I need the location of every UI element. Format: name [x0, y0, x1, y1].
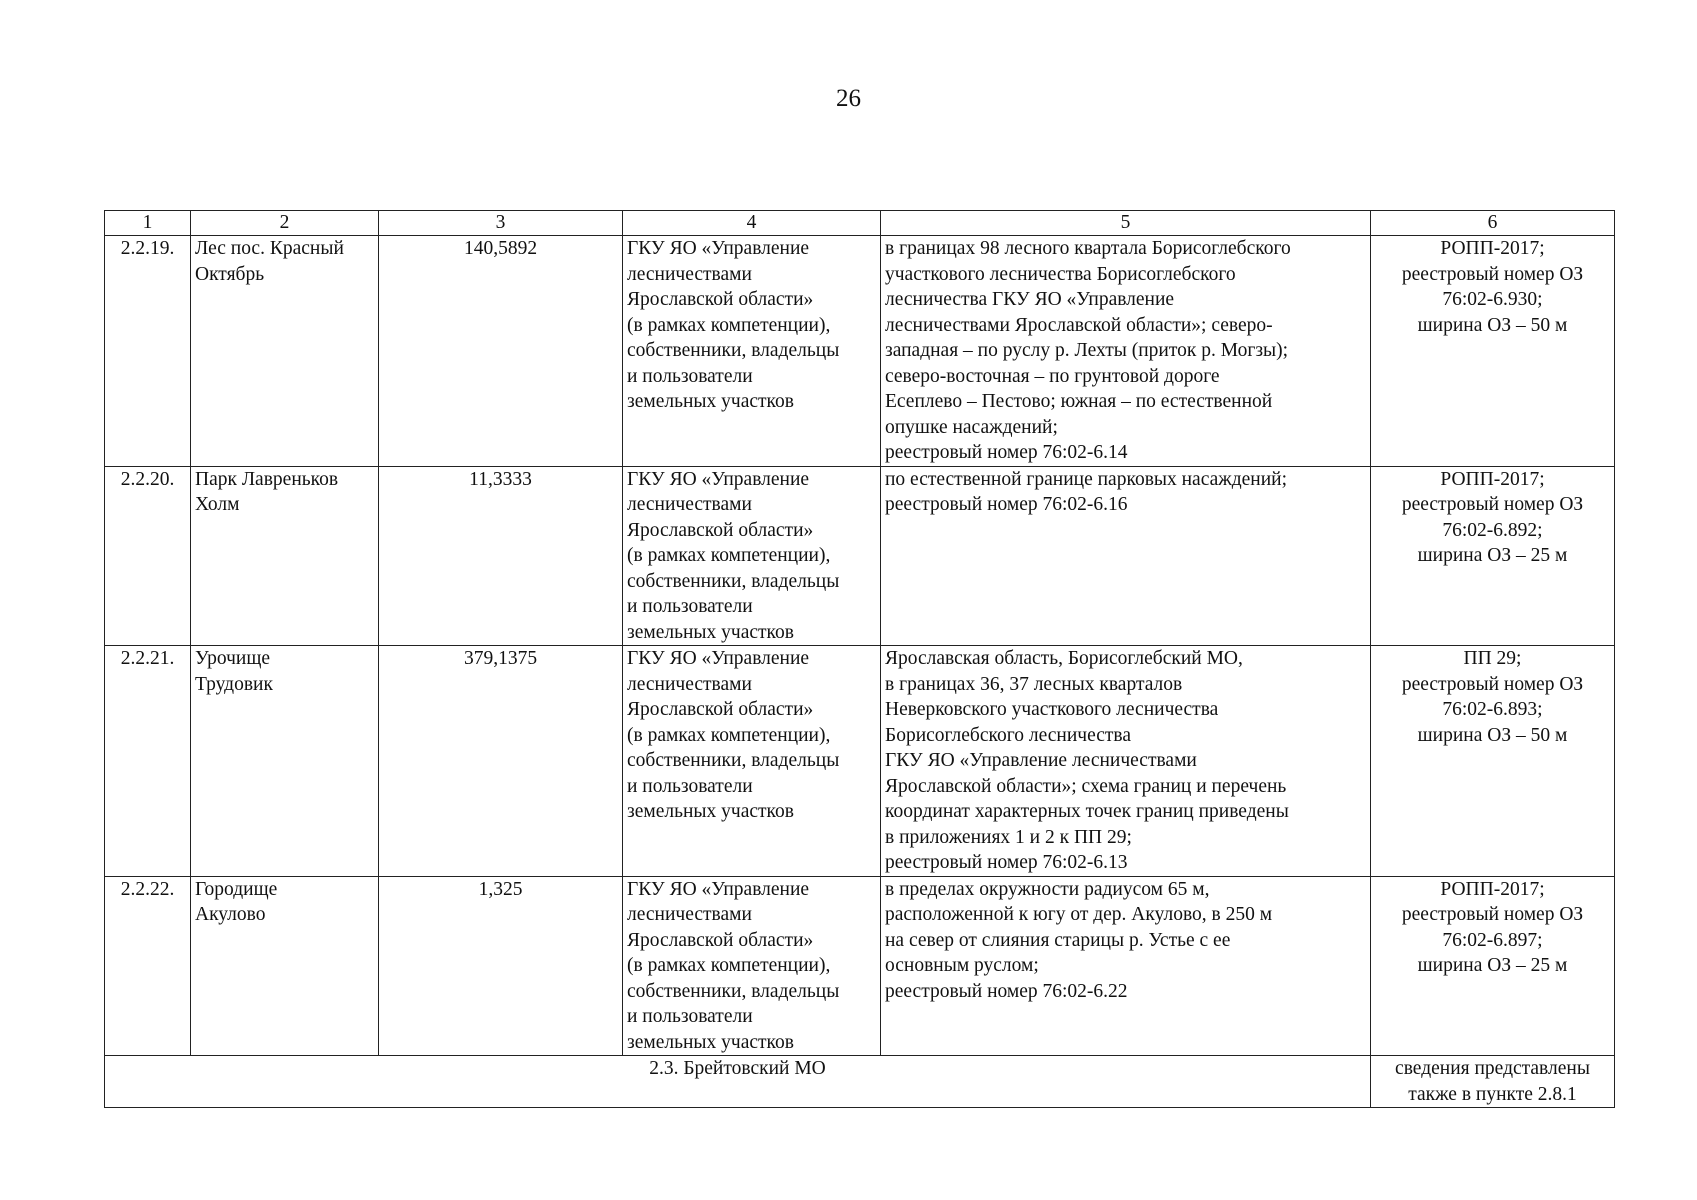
boundary-description-line: на север от слияния старицы р. Устье с ее: [885, 929, 1231, 951]
registry-note-line: 76:02-6.893;: [1442, 699, 1543, 720]
boundary-description-line: реестровый номер 76:02-6.16: [885, 494, 1128, 515]
boundary-description: [881, 876, 1371, 1056]
object-name-line: Лес пос. Красный: [195, 238, 344, 259]
object-name: [191, 876, 379, 1056]
object-name: [191, 236, 379, 467]
registry-note: [1371, 646, 1615, 877]
boundary-description-line: Неверковского участкового лесничества: [885, 699, 1219, 720]
boundary-description: [881, 646, 1371, 877]
object-name: [191, 466, 379, 646]
section-note-line: сведения представлены: [1395, 1058, 1590, 1079]
boundary-description-line: Ярославская область, Борисоглебский МО,: [885, 648, 1243, 669]
responsible-organization-line: лесничествами: [627, 904, 752, 925]
registry-note-line: 76:02-6.892;: [1442, 519, 1543, 541]
table-body: [105, 236, 1615, 1056]
responsible-organization-line: лесничествами: [627, 263, 752, 285]
boundary-description-line: реестровый номер 76:02-6.13: [885, 852, 1128, 873]
responsible-organization-line: лесничествами: [627, 673, 752, 695]
responsible-organization-line: Ярославской области»: [627, 929, 814, 951]
responsible-organization-line: земельных участков: [627, 621, 794, 643]
boundary-description-line: участкового лесничества Борисоглебского: [885, 263, 1236, 285]
area-value: 1,325: [379, 876, 623, 1056]
boundary-description-line: лесничествами Ярославской области»; северо-: [885, 314, 1273, 336]
registry-note-line: ширина ОЗ – 25 м: [1417, 545, 1568, 566]
registry-note: [1371, 466, 1615, 646]
boundary-description-line: Ярославской области»; схема границ и перечень: [885, 775, 1287, 797]
boundary-description: [881, 466, 1371, 646]
registry-note-line: ширина ОЗ – 50 м: [1417, 314, 1568, 336]
registry-note-line: РОПП-2017;: [1440, 468, 1545, 490]
registry-note-line: ПП 29;: [1463, 648, 1522, 669]
registry-note-line: реестровый номер ОЗ: [1401, 904, 1584, 925]
row-number: 2.2.20.: [105, 466, 191, 646]
column-header: 4: [623, 211, 881, 236]
responsible-organization-line: ГКУ ЯО «Управление: [627, 878, 810, 900]
registry-note: [1371, 876, 1615, 1056]
table-row: [105, 876, 1615, 1056]
responsible-organization: [623, 646, 881, 877]
responsible-organization-line: и пользователи: [627, 775, 753, 797]
responsible-organization: [623, 466, 881, 646]
registry-note-line: РОПП-2017;: [1440, 238, 1545, 259]
boundary-description-line: Есеплево – Пестово; южная – по естественной: [885, 391, 1273, 412]
section-note-line: также в пункте 2.8.1: [1408, 1083, 1577, 1105]
column-header: 2: [191, 211, 379, 236]
area-value: 379,1375: [379, 646, 623, 877]
section-row: [105, 1056, 1615, 1108]
responsible-organization-line: и пользователи: [627, 1006, 753, 1027]
registry-note: [1371, 236, 1615, 467]
registry-note-line: РОПП-2017;: [1440, 878, 1545, 900]
column-number-row: [105, 211, 1615, 236]
responsible-organization-line: собственники, владельцы: [627, 750, 840, 771]
boundary-description-line: в границах 36, 37 лесных кварталов: [885, 673, 1183, 695]
boundary-description-line: Борисоглебского лесничества: [885, 724, 1132, 746]
object-name-line: Холм: [195, 494, 240, 515]
row-number: 2.2.21.: [105, 646, 191, 877]
object-name: [191, 646, 379, 877]
table-row: [105, 236, 1615, 467]
object-name-line: Октябрь: [195, 263, 265, 285]
responsible-organization-line: собственники, владельцы: [627, 570, 840, 592]
row-number: 2.2.22.: [105, 876, 191, 1056]
registry-note-line: ширина ОЗ – 50 м: [1417, 724, 1568, 746]
table-row: [105, 466, 1615, 646]
column-header: 3: [379, 211, 623, 236]
boundary-description-line: западная – по руслу р. Лехты (приток р. Могзы);: [885, 340, 1289, 361]
object-name-line: Акулово: [195, 904, 266, 925]
protected-areas-table: [104, 210, 1615, 1108]
object-name-line: Трудовик: [195, 673, 273, 695]
responsible-organization-line: ГКУ ЯО «Управление: [627, 648, 810, 669]
boundary-description-line: по естественной границе парковых насаждений;: [885, 468, 1288, 490]
boundary-description-line: опушке насаждений;: [885, 416, 1058, 438]
responsible-organization-line: собственники, владельцы: [627, 980, 840, 1002]
responsible-organization-line: (в рамках компетенции),: [627, 955, 831, 976]
responsible-organization-line: Ярославской области»: [627, 519, 814, 541]
boundary-description-line: реестровый номер 76:02-6.22: [885, 980, 1128, 1002]
boundary-description-line: в приложениях 1 и 2 к ПП 29;: [885, 826, 1132, 848]
registry-note-line: 76:02-6.897;: [1442, 929, 1543, 951]
boundary-description-line: расположенной к югу от дер. Акулово, в 250 м: [885, 904, 1273, 925]
boundary-description-line: ГКУ ЯО «Управление лесничествами: [885, 750, 1197, 771]
column-header: 5: [881, 211, 1371, 236]
registry-note-line: ширина ОЗ – 25 м: [1417, 955, 1568, 976]
object-name-line: Городище: [195, 878, 278, 900]
section-title: 2.3. Брейтовский МО: [105, 1056, 1371, 1108]
responsible-organization-line: собственники, владельцы: [627, 340, 840, 361]
boundary-description-line: в пределах окружности радиусом 65 м,: [885, 878, 1210, 900]
table-row: [105, 646, 1615, 877]
boundary-description-line: реестровый номер 76:02-6.14: [885, 442, 1128, 463]
responsible-organization-line: Ярославской области»: [627, 699, 814, 720]
responsible-organization-line: и пользователи: [627, 596, 753, 617]
object-name-line: Урочище: [195, 648, 271, 669]
responsible-organization-line: ГКУ ЯО «Управление: [627, 238, 810, 259]
area-value: 140,5892: [379, 236, 623, 467]
responsible-organization-line: земельных участков: [627, 801, 794, 822]
boundary-description-line: основным руслом;: [885, 955, 1039, 976]
column-header: 6: [1371, 211, 1615, 236]
responsible-organization: [623, 876, 881, 1056]
row-number: 2.2.19.: [105, 236, 191, 467]
responsible-organization-line: Ярославской области»: [627, 289, 814, 310]
responsible-organization-line: и пользователи: [627, 365, 753, 387]
page-number: 26: [836, 85, 861, 112]
area-value: 11,3333: [379, 466, 623, 646]
boundary-description-line: северо-восточная – по грунтовой дороге: [885, 365, 1220, 387]
responsible-organization-line: земельных участков: [627, 1031, 794, 1053]
registry-note-line: реестровый номер ОЗ: [1401, 673, 1584, 695]
column-header: 1: [105, 211, 191, 236]
section-note: [1371, 1056, 1615, 1108]
boundary-description: [881, 236, 1371, 467]
responsible-organization-line: (в рамках компетенции),: [627, 314, 831, 336]
responsible-organization-line: ГКУ ЯО «Управление: [627, 468, 810, 490]
boundary-description-line: лесничества ГКУ ЯО «Управление: [885, 289, 1175, 310]
boundary-description-line: координат характерных точек границ приведены: [885, 801, 1289, 822]
responsible-organization-line: (в рамках компетенции),: [627, 545, 831, 566]
responsible-organization-line: земельных участков: [627, 391, 794, 412]
registry-note-line: реестровый номер ОЗ: [1401, 263, 1584, 285]
responsible-organization: [623, 236, 881, 467]
boundary-description-line: в границах 98 лесного квартала Борисоглебского: [885, 238, 1291, 259]
registry-note-line: 76:02-6.930;: [1442, 289, 1543, 310]
responsible-organization-line: (в рамках компетенции),: [627, 724, 831, 746]
object-name-line: Парк Лавреньков: [195, 468, 339, 490]
responsible-organization-line: лесничествами: [627, 494, 752, 515]
registry-note-line: реестровый номер ОЗ: [1401, 494, 1584, 515]
